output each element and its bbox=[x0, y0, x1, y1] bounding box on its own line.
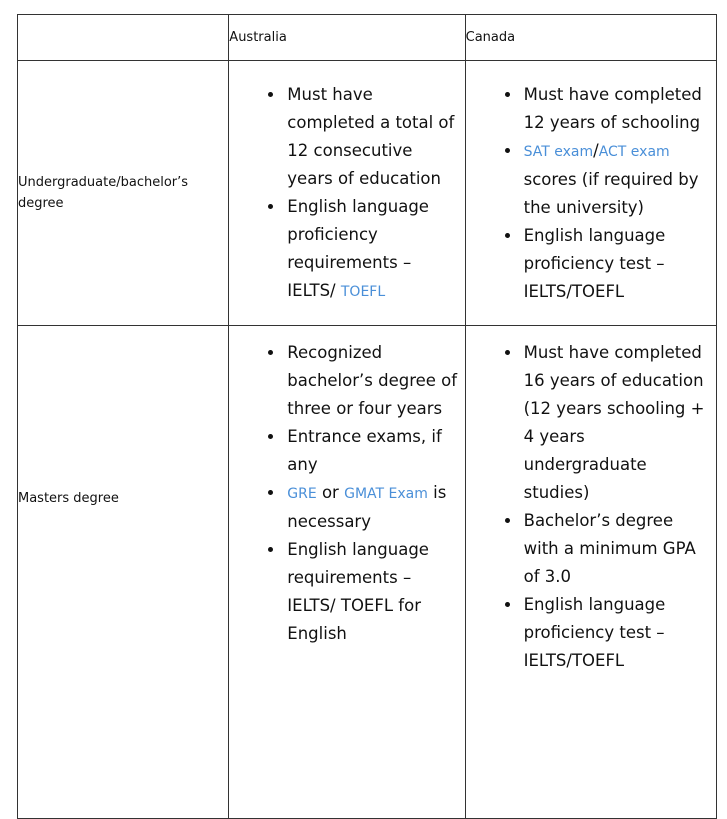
exam-link[interactable]: SAT exam bbox=[523, 143, 594, 160]
list-item-text: is necessary bbox=[287, 483, 447, 531]
list-item bbox=[285, 479, 458, 536]
list-item-text: Recognized bachelor’s degree of three or four years bbox=[287, 343, 458, 418]
list-item-text: English language proficiency test – IELTS/TOEFL bbox=[523, 225, 666, 301]
row-label-masters: Masters degree bbox=[18, 326, 229, 819]
table-header-row bbox=[18, 15, 717, 61]
header-empty-cell bbox=[18, 15, 229, 61]
exam-link[interactable]: ACT exam bbox=[598, 143, 670, 160]
list-item-text: Entrance exams, if any bbox=[287, 427, 442, 474]
list-item-text: Bachelor’s degree with a minimum GPA of 3.0 bbox=[523, 511, 696, 586]
exam-link[interactable]: GMAT Exam bbox=[344, 486, 428, 502]
list-item bbox=[522, 222, 710, 306]
list-item bbox=[285, 536, 458, 648]
list-item-text: English language requirements – IELTS/ TOEFL for English bbox=[287, 540, 429, 643]
table-row-masters bbox=[18, 326, 717, 819]
list-item bbox=[285, 423, 458, 479]
list-item bbox=[522, 591, 710, 675]
list-item-text: Must have completed 12 years of schooling bbox=[523, 84, 702, 132]
canada-masters-list bbox=[466, 339, 710, 675]
list-item-text: English language proficiency requirements – IELTS/ bbox=[287, 196, 429, 300]
list-item-text: / bbox=[593, 140, 599, 160]
list-item bbox=[522, 507, 710, 591]
row-label-undergraduate: Undergraduate/bachelor’s degree bbox=[18, 61, 229, 326]
requirements-table bbox=[17, 14, 717, 819]
australia-undergraduate-list bbox=[229, 81, 458, 306]
header-australia: Australia bbox=[229, 15, 465, 61]
list-item-text: or bbox=[316, 483, 345, 502]
list-item bbox=[285, 193, 458, 306]
list-item-text: English language proficiency test – IELTS/TOEFL bbox=[523, 595, 666, 670]
australia-masters-list bbox=[229, 339, 458, 648]
list-item-text: Must have completed 16 years of education (12 years schooling + 4 years undergraduate studies) bbox=[523, 343, 705, 502]
list-item bbox=[522, 137, 710, 222]
list-item bbox=[522, 81, 710, 137]
list-item-text: scores (if required by the university) bbox=[523, 169, 699, 217]
list-item bbox=[285, 81, 458, 193]
table-row-undergraduate bbox=[18, 61, 717, 326]
exam-link[interactable]: GRE bbox=[287, 486, 317, 502]
header-canada: Canada bbox=[465, 15, 716, 61]
exam-link[interactable]: TOEFL bbox=[340, 283, 386, 300]
list-item-text: Must have completed a total of 12 consecutive years of education bbox=[287, 84, 455, 188]
list-item bbox=[285, 339, 458, 423]
list-item bbox=[522, 339, 710, 507]
canada-undergraduate-list bbox=[466, 81, 710, 306]
